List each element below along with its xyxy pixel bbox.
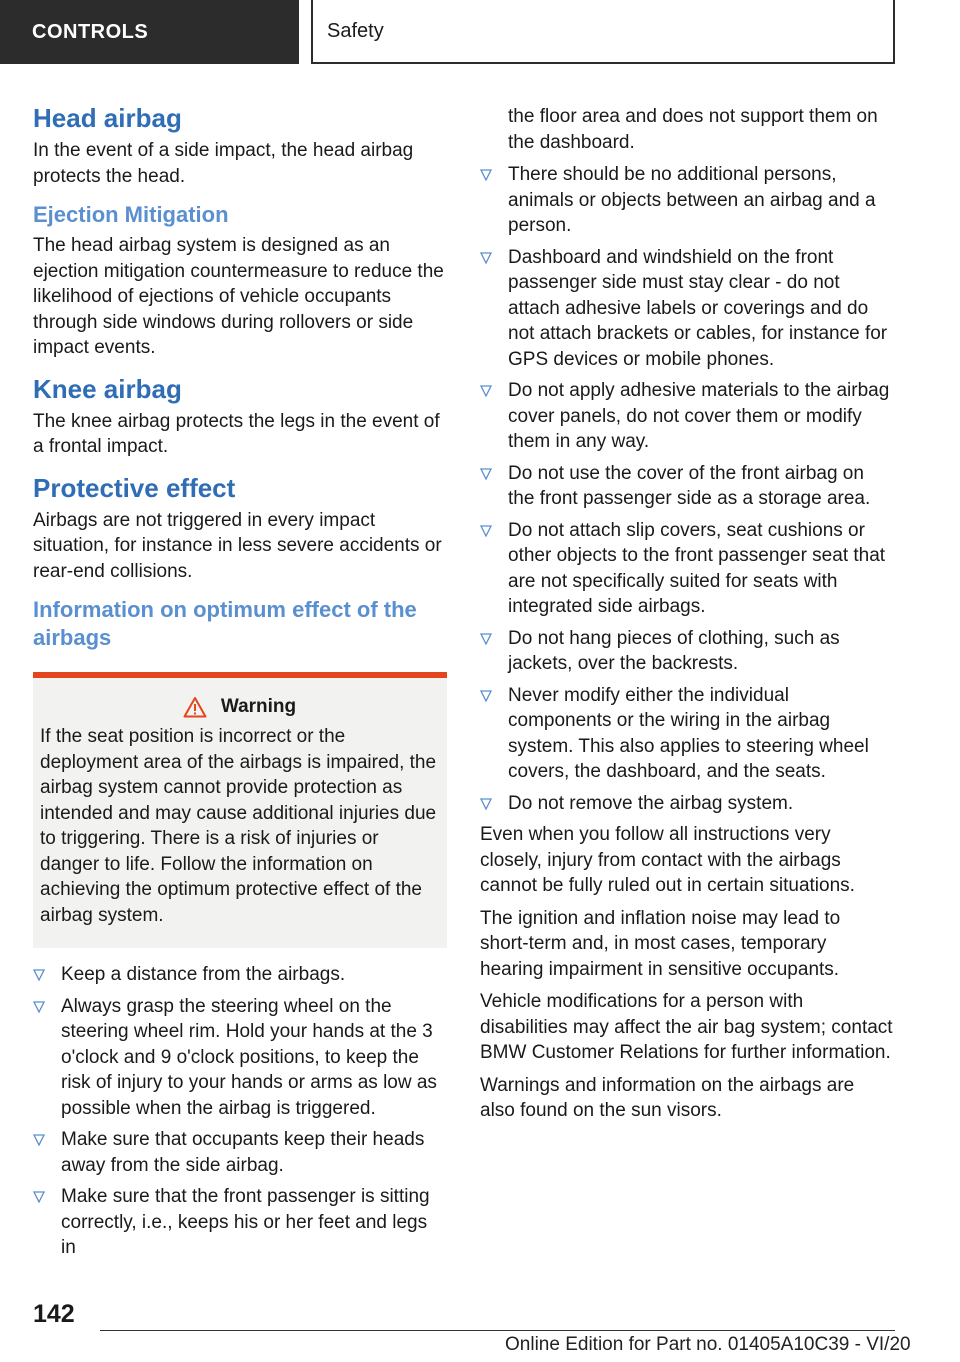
triangle-bullet-icon — [480, 525, 492, 537]
knee-airbag-heading: Knee airbag — [33, 373, 182, 404]
ejection-text: The head airbag system is designed as an ejection mitigation countermeasure to reduce the likelihood of ejections of vehicle occupants through side windows during rollovers or side impact events. — [33, 235, 444, 358]
triangle-bullet-icon — [480, 385, 492, 397]
left-column — [33, 102, 447, 1267]
list-item-text: Do not remove the airbag system. — [508, 792, 794, 814]
triangle-bullet-icon — [480, 468, 492, 480]
triangle-bullet-icon — [480, 690, 492, 702]
list-item-text: Make sure that the front passenger is sitting correctly, i.e., keeps his or her feet and legs in — [61, 1186, 430, 1258]
list-item-text: Do not hang pieces of clothing, such as jackets, over the backrests. — [508, 627, 840, 674]
footer-divider — [100, 1330, 895, 1331]
list-item-text: Never modify either the individual components or the wiring in the airbag system. This also applies to steering wheel covers, the dashboard, and the seats. — [508, 684, 869, 782]
list-item — [33, 1127, 447, 1178]
warning-title: Warning — [220, 696, 297, 717]
list-item — [480, 461, 894, 512]
list-item-text: Do not attach slip covers, seat cushions or other objects to the front passenger seat that are not specifically suited for seats with integrated side airbags. — [508, 519, 886, 617]
protective-effect-text: Airbags are not triggered in every impact situation, for instance in less severe accidents or rear-end collisions. — [33, 509, 442, 582]
footer-edition: Online Edition for Part no. 01405A10C39 - VI/20 — [505, 1334, 911, 1355]
warning-triangle-icon — [183, 696, 207, 718]
list-item — [480, 162, 894, 239]
knee-airbag-text: The knee airbag protects the legs in the event of a frontal impact. — [33, 410, 440, 457]
list-item — [33, 1184, 447, 1261]
list-item-text: Always grasp the steering wheel on the steering wheel rim. Hold your hands at the 3 o'clock and 9 o'clock positions, to keep the risk of injury to your hands or arms as low as possible when the airbag is triggered. — [61, 995, 437, 1119]
head-airbag-text: In the event of a side impact, the head airbag protects the head. — [33, 140, 414, 187]
page-number: 142 — [33, 1300, 75, 1328]
triangle-bullet-icon — [480, 633, 492, 645]
protective-effect-heading: Protective effect — [33, 472, 236, 503]
list-item — [33, 962, 447, 988]
list-item-text: Do not apply adhesive materials to the airbag cover panels, do not cover them or modify them in any way. — [508, 380, 890, 452]
paragraph: The ignition and inflation noise may lead to short-term and, in most cases, temporary hearing impairment in sensitive occupants. — [480, 907, 841, 980]
triangle-bullet-icon — [480, 798, 492, 810]
triangle-bullet-icon — [33, 1001, 45, 1013]
list-item-text: Keep a distance from the airbags. — [61, 964, 346, 985]
paragraph: Warnings and information on the airbags are also found on the sun visors. — [480, 1074, 855, 1121]
paragraph: Vehicle modifications for a person with disabilities may affect the air bag system; contact BMW Customer Relations for further information. — [480, 991, 893, 1063]
triangle-bullet-icon — [33, 1191, 45, 1203]
list-item — [480, 378, 894, 455]
warning-header — [40, 696, 439, 718]
header-section-title: CONTROLS — [0, 0, 299, 64]
right-bullet-list — [480, 162, 894, 816]
list-item-text: Dashboard and windshield on the front passenger side must stay clear - do not attach adhesive labels or coverings and do not attach brackets or cables, for instance for GPS devices or mobile phones. — [508, 246, 888, 370]
list-item-continuation: the floor area and does not support them on the dashboard. — [508, 106, 878, 153]
list-item — [33, 994, 447, 1122]
header-chapter-title: Safety — [311, 0, 895, 64]
triangle-bullet-icon — [480, 169, 492, 181]
left-bullet-list — [33, 962, 447, 1261]
list-item-text: Do not use the cover of the front airbag on the front passenger side as a storage area. — [508, 462, 871, 509]
list-item-text: There should be no additional persons, animals or objects between an airbag and a person. — [508, 164, 876, 236]
list-item — [480, 683, 894, 785]
head-airbag-heading: Head airbag — [33, 103, 182, 133]
optimum-effect-heading: Information on optimum effect of the airbags — [33, 597, 417, 650]
list-item-text: Make sure that occupants keep their heads away from the side airbag. — [61, 1129, 425, 1176]
list-item — [480, 518, 894, 620]
right-column — [480, 104, 894, 1124]
list-item — [480, 626, 894, 677]
triangle-bullet-icon — [480, 252, 492, 264]
ejection-heading: Ejection Mitigation — [33, 202, 229, 227]
warning-box — [33, 678, 447, 948]
triangle-bullet-icon — [33, 1134, 45, 1146]
paragraph: Even when you follow all instructions very closely, injury from contact with the airbags cannot be fully ruled out in certain situations. — [480, 824, 855, 896]
triangle-bullet-icon — [33, 969, 45, 981]
list-item — [480, 791, 894, 817]
list-item — [480, 245, 894, 373]
warning-text: If the seat position is incorrect or the deployment area of the airbags is impaired, the airbag system cannot provide protection as intended and may cause additional injuries due to triggering. There is a risk of injuries or danger to life. Follow the information on achieving the optimum protective effect of the airbag system. — [40, 726, 437, 926]
